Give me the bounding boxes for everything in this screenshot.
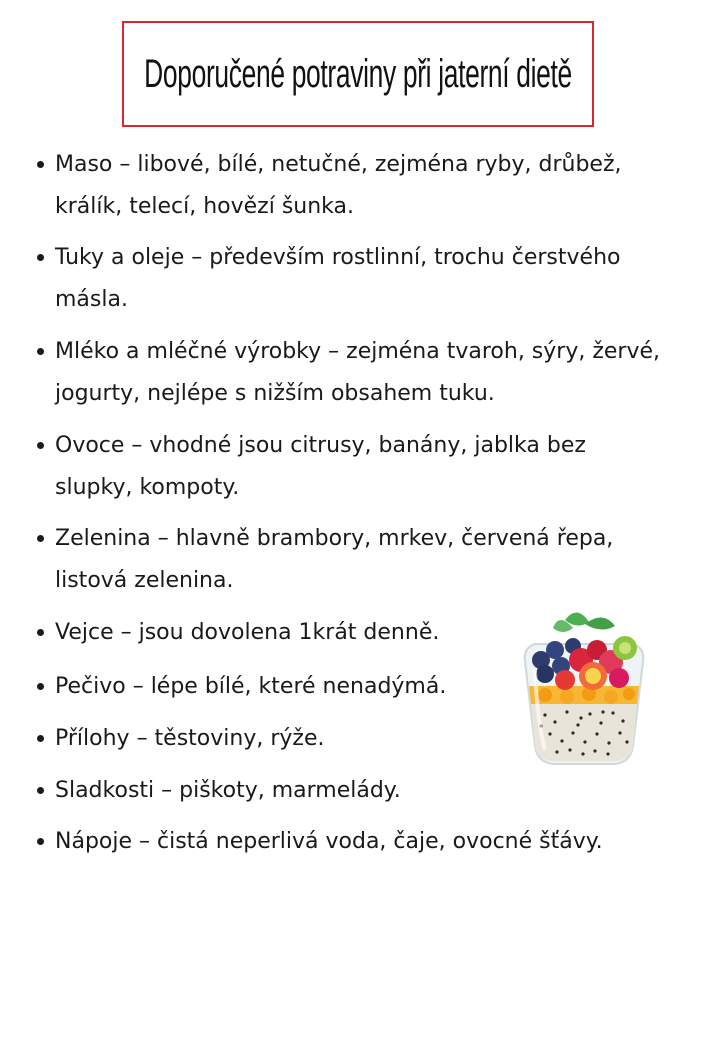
list-item-vegetables: Zelenina – hlavně brambory, mrkev, červená řepa, listová zelenina. bbox=[55, 518, 675, 602]
list-item-fruit: Ovoce – vhodné jsou citrusy, banány, jablka bez slupky, kompoty. bbox=[55, 425, 645, 509]
list-item-bakery: Pečivo – lépe bílé, které nenadýmá. bbox=[55, 666, 505, 708]
list-item-drinks: Nápoje – čistá neperlivá voda, čaje, ovocné šťávy. bbox=[55, 821, 695, 863]
page-title: Doporučené potraviny při jaterní dietě bbox=[144, 51, 572, 96]
title-box bbox=[122, 21, 594, 127]
list-item-sweets: Sladkosti – piškoty, marmelády. bbox=[55, 770, 505, 812]
fruit-chia-parfait-icon bbox=[515, 600, 653, 770]
list-item-eggs: Vejce – jsou dovolena 1krát denně. bbox=[55, 612, 505, 654]
list-item-sides: Přílohy – těstoviny, rýže. bbox=[55, 718, 505, 760]
list-item-dairy: Mléko a mléčné výrobky – zejména tvaroh, sýry, žervé, jogurty, nejlépe s nižším obsahem tuku. bbox=[55, 331, 705, 415]
list-item-fats: Tuky a oleje – především rostlinní, trochu čerstvého másla. bbox=[55, 237, 675, 321]
list-item-meat: Maso – libové, bílé, netučné, zejména ryby, drůbež, králík, telecí, hovězí šunka. bbox=[55, 144, 695, 228]
